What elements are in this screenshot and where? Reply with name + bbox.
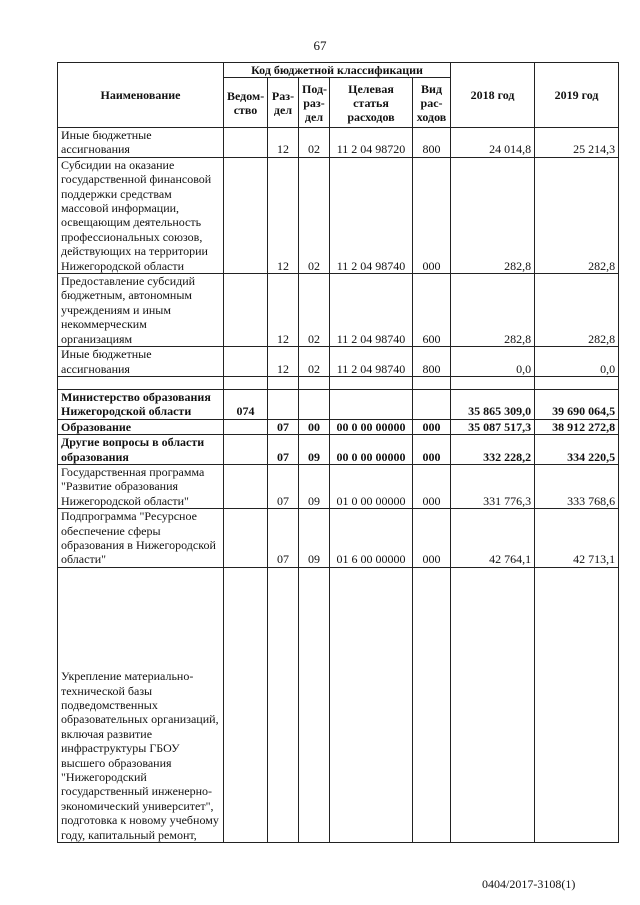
table-row	[58, 128, 619, 158]
table-row	[58, 419, 619, 434]
row-vid	[413, 567, 451, 842]
row-razdel	[268, 567, 299, 842]
row-name	[58, 376, 224, 389]
row-vedomstvo	[224, 128, 268, 158]
row-target: 11 2 04 98740	[330, 157, 413, 273]
row-vedomstvo: 074	[224, 389, 268, 419]
row-2018: 282,8	[451, 274, 535, 347]
row-razdel: 12	[268, 274, 299, 347]
row-target	[330, 389, 413, 419]
row-2018: 282,8	[451, 157, 535, 273]
row-name: Образование	[58, 419, 224, 434]
row-2018	[451, 567, 535, 842]
row-2018: 0,0	[451, 347, 535, 377]
row-vedomstvo	[224, 347, 268, 377]
row-2018: 35 865 309,0	[451, 389, 535, 419]
row-target	[330, 376, 413, 389]
table-row	[58, 274, 619, 347]
row-vedomstvo	[224, 464, 268, 508]
row-name: Субсидии на оказание государственной финансовой поддержки средствам массовой информации, освещающим деятельность профессиональных союзов, действующих на территории Нижегородской области	[58, 157, 224, 273]
row-2018: 42 764,1	[451, 509, 535, 568]
row-name: Предоставление субсидий бюджетным, автономным учреждениям и иным некоммерческим организациям	[58, 274, 224, 347]
row-podrazdel	[299, 567, 330, 842]
row-name: Иные бюджетные ассигнования	[58, 347, 224, 377]
row-2019	[535, 567, 619, 842]
row-vid: 800	[413, 128, 451, 158]
header-year-2019: 2019 год	[535, 63, 619, 128]
row-vid	[413, 376, 451, 389]
header-name: Наименование	[58, 63, 224, 128]
row-name: Государственная программа "Развитие образования Нижегородской области"	[58, 464, 224, 508]
row-razdel: 12	[268, 128, 299, 158]
row-vid: 000	[413, 157, 451, 273]
row-name: Иные бюджетные ассигнования	[58, 128, 224, 158]
row-podrazdel	[299, 376, 330, 389]
header-row-top	[58, 63, 619, 78]
row-2018: 24 014,8	[451, 128, 535, 158]
table-row	[58, 157, 619, 273]
table-row	[58, 464, 619, 508]
row-vedomstvo	[224, 419, 268, 434]
row-2018	[451, 376, 535, 389]
row-2019: 0,0	[535, 347, 619, 377]
row-razdel: 07	[268, 419, 299, 434]
table-body	[58, 128, 619, 843]
page-number: 67	[313, 38, 327, 53]
row-2019: 39 690 064,5	[535, 389, 619, 419]
row-2019	[535, 376, 619, 389]
row-vid: 000	[413, 435, 451, 465]
row-razdel: 07	[268, 464, 299, 508]
row-target: 00 0 00 00000	[330, 435, 413, 465]
row-razdel: 12	[268, 347, 299, 377]
row-name: Укрепление материально-технической базы подведомственных образовательных организаций, включая развитие инфраструктуры ГБОУ высшего образования "Нижегородский государственный инженерно-экономический университет", подготовка к новому учебному году, капитальный ремонт,	[58, 567, 224, 842]
row-target: 01 6 00 00000	[330, 509, 413, 568]
row-podrazdel: 02	[299, 157, 330, 273]
row-target	[330, 567, 413, 842]
row-target: 01 0 00 00000	[330, 464, 413, 508]
row-target: 11 2 04 98740	[330, 347, 413, 377]
header-kbk: Код бюджетной классификации	[224, 63, 451, 78]
table-row	[58, 389, 619, 419]
row-podrazdel: 02	[299, 347, 330, 377]
row-vedomstvo	[224, 435, 268, 465]
row-target: 11 2 04 98720	[330, 128, 413, 158]
table-row	[58, 347, 619, 377]
row-podrazdel: 02	[299, 274, 330, 347]
row-2018: 332 228,2	[451, 435, 535, 465]
budget-table	[57, 62, 619, 843]
table-row	[58, 509, 619, 568]
row-target: 00 0 00 00000	[330, 419, 413, 434]
row-podrazdel: 09	[299, 435, 330, 465]
row-vid	[413, 389, 451, 419]
row-vid: 000	[413, 419, 451, 434]
row-vedomstvo	[224, 509, 268, 568]
header-vedomstvo: Ведом- ство	[224, 78, 268, 128]
row-podrazdel: 02	[299, 128, 330, 158]
row-2019: 25 214,3	[535, 128, 619, 158]
table-row	[58, 567, 619, 842]
row-razdel	[268, 389, 299, 419]
row-2019: 334 220,5	[535, 435, 619, 465]
header-razdel: Раз- дел	[268, 78, 299, 128]
header-target: Целевая статья расходов	[330, 78, 413, 128]
row-2019: 42 713,1	[535, 509, 619, 568]
row-2019: 282,8	[535, 157, 619, 273]
header-year-2018: 2018 год	[451, 63, 535, 128]
row-2019: 333 768,6	[535, 464, 619, 508]
row-name: Другие вопросы в области образования	[58, 435, 224, 465]
row-name: Подпрограмма "Ресурсное обеспечение сферы образования в Нижегородской области"	[58, 509, 224, 568]
row-vid: 600	[413, 274, 451, 347]
row-podrazdel	[299, 389, 330, 419]
row-podrazdel: 00	[299, 419, 330, 434]
header-podrazdel: Под- раз- дел	[299, 78, 330, 128]
document-code: 0404/2017-3108(1)	[482, 877, 576, 891]
row-razdel	[268, 376, 299, 389]
row-2019: 282,8	[535, 274, 619, 347]
row-razdel: 07	[268, 509, 299, 568]
row-vedomstvo	[224, 567, 268, 842]
header-vid: Вид рас- ходов	[413, 78, 451, 128]
row-vedomstvo	[224, 157, 268, 273]
row-vedomstvo	[224, 274, 268, 347]
row-2019: 38 912 272,8	[535, 419, 619, 434]
table-row	[58, 376, 619, 389]
row-2018: 331 776,3	[451, 464, 535, 508]
row-podrazdel: 09	[299, 509, 330, 568]
row-razdel: 07	[268, 435, 299, 465]
row-vid: 800	[413, 347, 451, 377]
table-row	[58, 435, 619, 465]
row-vedomstvo	[224, 376, 268, 389]
row-vid: 000	[413, 464, 451, 508]
row-2018: 35 087 517,3	[451, 419, 535, 434]
row-podrazdel: 09	[299, 464, 330, 508]
row-razdel: 12	[268, 157, 299, 273]
row-target: 11 2 04 98740	[330, 274, 413, 347]
row-vid: 000	[413, 509, 451, 568]
row-name: Министерство образования Нижегородской области	[58, 389, 224, 419]
